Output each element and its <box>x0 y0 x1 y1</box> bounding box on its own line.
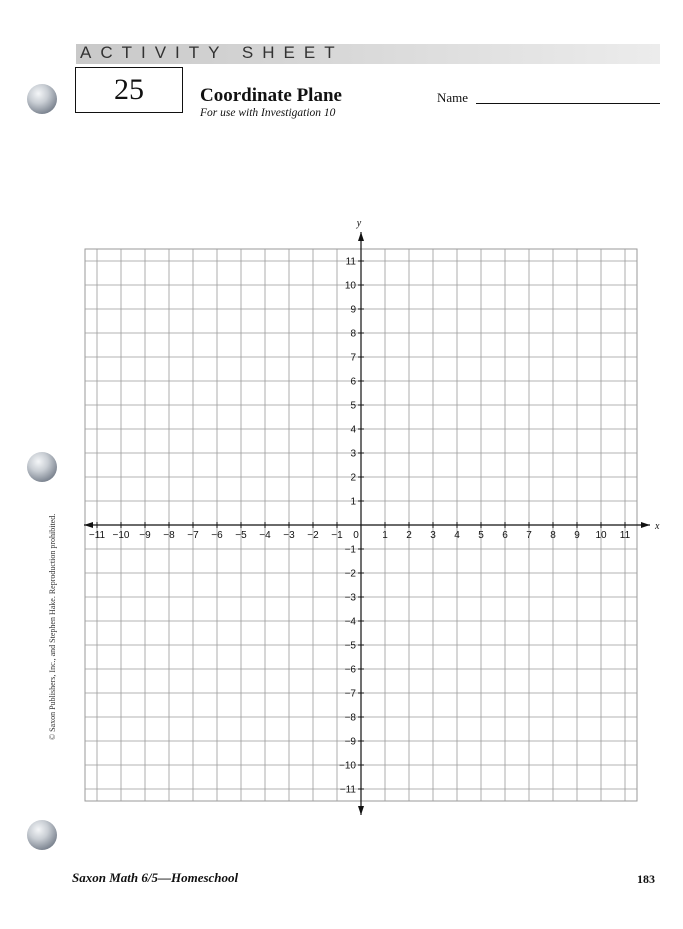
x-tick-label: 2 <box>406 530 412 541</box>
x-tick-label: 4 <box>454 530 460 541</box>
y-tick-label: 10 <box>344 280 356 292</box>
y-axis-arrow-up <box>358 232 364 241</box>
x-tick-label: −9 <box>139 530 151 541</box>
y-tick-label: −5 <box>344 640 356 652</box>
x-tick-label: −1 <box>331 530 343 541</box>
y-tick-label: 2 <box>350 472 356 484</box>
y-tick-label: −8 <box>344 712 356 724</box>
y-tick-label: 3 <box>350 448 356 460</box>
x-tick-label: −4 <box>259 530 271 541</box>
x-tick-label: −3 <box>283 530 295 541</box>
x-tick-label: 6 <box>502 530 508 541</box>
x-tick-label: −10 <box>112 530 130 541</box>
y-tick-label: 7 <box>350 352 356 364</box>
copyright-note: © Saxon Publishers, Inc., and Stephen Hake. Reproduction prohibited. <box>48 513 57 740</box>
page-title: Coordinate Plane <box>200 85 342 106</box>
sheet-number-box: 25 <box>75 67 183 113</box>
y-axis-label: y <box>356 218 362 229</box>
x-tick-label: 0 <box>353 530 359 541</box>
y-tick-label: 9 <box>350 304 356 316</box>
x-tick-label: −8 <box>163 530 175 541</box>
banner-text: ACTIVITY SHEET <box>80 43 344 62</box>
x-tick-label: 9 <box>574 530 580 541</box>
x-tick-label: −6 <box>211 530 223 541</box>
y-tick-label: −3 <box>344 592 356 604</box>
y-tick-label: −7 <box>344 688 356 700</box>
x-tick-label: −7 <box>187 530 199 541</box>
tick-labels <box>89 257 631 796</box>
y-tick-label: 6 <box>350 376 356 388</box>
y-tick-label: −2 <box>344 568 356 580</box>
y-tick-label: −10 <box>339 760 356 772</box>
x-tick-label: 1 <box>382 530 388 541</box>
y-tick-label: 11 <box>345 256 356 268</box>
x-tick-label: 8 <box>550 530 556 541</box>
x-tick-label: −5 <box>235 530 247 541</box>
x-tick-label: −11 <box>88 530 106 541</box>
page-number: 183 <box>637 872 655 886</box>
x-axis-arrow-right <box>641 522 650 528</box>
book-title: Saxon Math 6/5—Homeschool <box>72 870 239 885</box>
x-tick-label: 3 <box>430 530 436 541</box>
y-tick-label: 1 <box>350 496 356 508</box>
y-tick-label: −4 <box>344 616 356 628</box>
y-axis-arrow-down <box>358 806 364 815</box>
x-tick-label: −2 <box>307 530 319 541</box>
x-tick-label: 10 <box>595 530 607 541</box>
name-label: Name <box>437 90 469 105</box>
x-tick-label: 7 <box>526 530 532 541</box>
x-axis-label: x <box>655 521 660 532</box>
y-tick-label: −1 <box>344 544 356 556</box>
y-tick-label: −6 <box>344 664 356 676</box>
page-subtitle: For use with Investigation 10 <box>200 107 336 119</box>
y-tick-label: −9 <box>344 736 356 748</box>
y-tick-label: −11 <box>339 784 356 796</box>
y-tick-label: 8 <box>350 328 356 340</box>
x-tick-label: 11 <box>619 530 631 541</box>
y-tick-label: 5 <box>350 400 356 412</box>
x-tick-label: 5 <box>478 530 484 541</box>
y-tick-label: 4 <box>350 424 356 436</box>
